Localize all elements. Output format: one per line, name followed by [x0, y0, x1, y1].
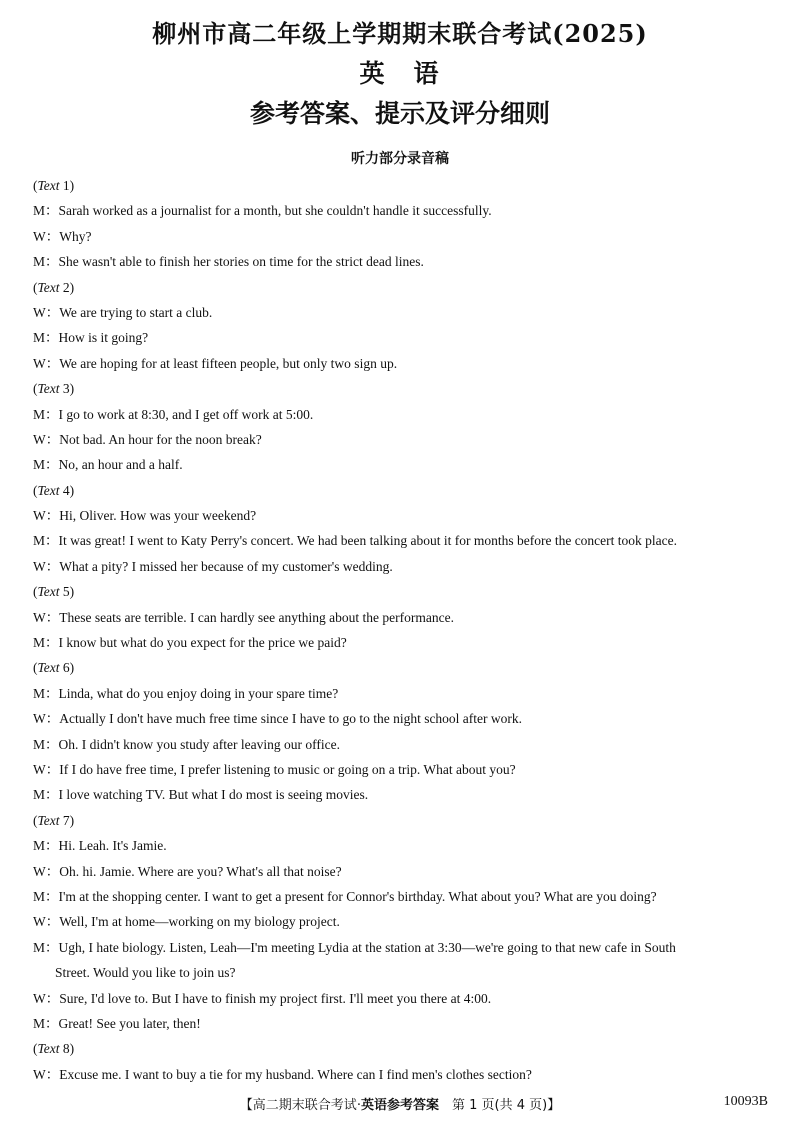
listening-transcript-heading: 听力部分录音稿 [351, 151, 449, 167]
dialogue-line: M：No, an hour and a half. [33, 457, 183, 473]
dialogue-line: W：Oh. hi. Jamie. Where are you? What's all that noise? [33, 863, 342, 879]
dialogue-line: Street. Would you like to join us? [55, 965, 236, 981]
footer-right-bracket: 】 [547, 1098, 561, 1113]
text-marker [33, 173, 773, 198]
text-marker-open: ( [33, 812, 38, 828]
dialogue-line: M：I love watching TV. But what I do most is seeing movies. [33, 787, 369, 803]
dialogue-line: M：I know but what do you expect for the price we paid? [33, 635, 347, 651]
dialogue-line: M：I'm at the shopping center. I want to get a present for Connor's birthday. What about you? What are you doing? [33, 888, 657, 904]
text-marker-open: ( [33, 584, 38, 600]
text-marker-number: 8) [59, 1041, 75, 1057]
footer-page-number: 第 1 页(共 4 页) [451, 1098, 548, 1113]
dialogue-line: W：Not bad. An hour for the noon break? [33, 431, 262, 447]
footer-exam-name: 高二期末联合考试 [252, 1098, 357, 1113]
dialogue-line: W：If I do have free time, I prefer listening to music or going on a trip. What about you? [33, 761, 516, 777]
dialogue-line: W：Hi, Oliver. How was your weekend? [33, 508, 257, 524]
text-marker-number: 5) [59, 584, 75, 600]
dialogue-line: M：How is it going? [33, 330, 149, 346]
text-marker-label: Text [37, 381, 60, 397]
text-marker-open: ( [33, 279, 38, 295]
dialogue-line: M：Hi. Leah. It's Jamie. [33, 838, 167, 854]
answer-key-subtitle: 参考答案、提示及评分细则 [249, 99, 550, 128]
text-marker [33, 478, 773, 503]
dialogue-line: W：Excuse me. I want to buy a tie for my husband. Where can I find men's clothes section? [33, 1066, 532, 1082]
dialogue-line: M：Sarah worked as a journalist for a month, but she couldn't handle it successfully. [33, 203, 492, 219]
text-marker-label: Text [37, 584, 60, 600]
text-marker-number: 7) [59, 812, 75, 828]
text-marker-number: 4) [59, 482, 75, 498]
text-marker-open: ( [33, 178, 38, 193]
dialogue-line: M：It was great! I went to Katy Perry's concert. We had been talking about it for months before the concert took place. [33, 533, 678, 549]
dialogue-line: W：What a pity? I missed her because of my customer's wedding. [33, 558, 393, 574]
text-marker [33, 376, 773, 401]
dialogue-line: M：Ugh, I hate biology. Listen, Leah—I'm meeting Lydia at the station at 3:30—we're going to that new cafe in South [33, 939, 676, 955]
dialogue-line: M：Linda, what do you enjoy doing in your spare time? [33, 685, 339, 701]
dialogue-line: M：Oh. I didn't know you study after leaving our office. [33, 736, 340, 752]
text-marker-open: ( [33, 482, 38, 498]
text-marker-label: Text [37, 279, 60, 295]
footer-dot: · [356, 1098, 361, 1113]
text-marker [33, 808, 773, 833]
dialogue-line: W：Well, I'm at home—working on my biology project. [33, 914, 340, 930]
footer-paper-code: 10093B [723, 1094, 768, 1109]
text-marker-open: ( [33, 660, 38, 676]
footer-caption [0, 1094, 800, 1113]
text-marker-label: Text [37, 178, 60, 193]
dialogue-line: M：I go to work at 8:30, and I get off work at 5:00. [33, 406, 314, 422]
subject-title: 英 语 [359, 59, 441, 88]
text-marker-label: Text [37, 660, 60, 676]
text-marker-number: 3) [59, 381, 75, 397]
transcript-body [33, 173, 773, 1087]
footer-left-bracket: 【 [239, 1098, 253, 1113]
text-marker [33, 1036, 773, 1061]
dialogue-line: M：Great! See you later, then! [33, 1015, 201, 1031]
text-marker-label: Text [37, 812, 60, 828]
dialogue-line: W：These seats are terrible. I can hardly see anything about the performance. [33, 609, 454, 625]
text-marker-number: 1) [59, 178, 75, 193]
text-marker-open: ( [33, 381, 38, 397]
text-marker-label: Text [37, 482, 60, 498]
text-marker-label: Text [37, 1041, 60, 1057]
dialogue-line: W：We are hoping for at least fifteen people, but only two sign up. [33, 355, 398, 371]
text-marker [33, 579, 773, 604]
text-marker-open: ( [33, 1041, 38, 1057]
dialogue-line: W：Why? [33, 228, 92, 244]
dialogue-line: W：Sure, I'd love to. But I have to finish my project first. I'll meet you there at 4:00. [33, 990, 492, 1006]
text-marker-number: 6) [59, 660, 75, 676]
text-marker [33, 655, 773, 680]
exam-title: 柳州市高二年级上学期期末联合考试(2025) [152, 19, 648, 48]
dialogue-line: W：We are trying to start a club. [33, 304, 213, 320]
text-marker [33, 275, 773, 300]
text-marker-number: 2) [59, 279, 75, 295]
dialogue-line: M：She wasn't able to finish her stories on time for the strict dead lines. [33, 254, 424, 270]
footer-doc-name: 英语参考答案 [360, 1098, 439, 1113]
dialogue-line: W：Actually I don't have much free time since I have to go to the night school after work. [33, 711, 523, 727]
